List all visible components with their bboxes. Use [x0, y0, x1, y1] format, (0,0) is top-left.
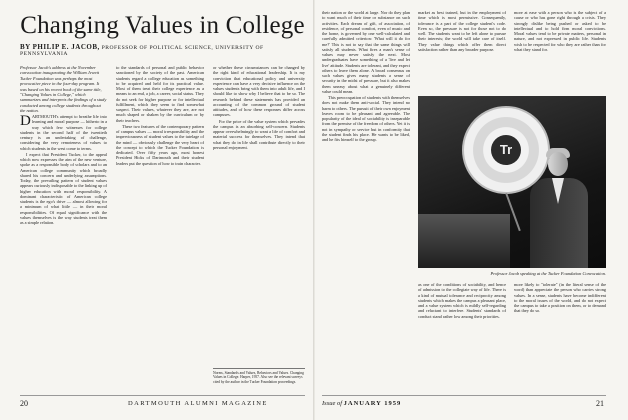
drop-cap: D	[20, 114, 31, 129]
opening-paragraph	[20, 114, 107, 151]
body-paragraph: I expect that President Tucker, to the appeal which now expresses the aim of the new venture, spoke as a responsible body of scholars and to an American college community which broadly shared his concern and underlying assumptions. Today, the prevailing pattern of student values appears curiously indisposable to the linking up of higher education with moral responsibility. A dominant characteristic of American college students is the ego's drive — almost allowing for a minimum of what little — in their moral responsibilities. Of equal significance with the values themselves is the way students treat them as a simple relation.	[20, 151, 107, 225]
body-column-3	[213, 65, 305, 375]
speaker-photo	[418, 96, 606, 268]
body-column-4	[322, 10, 410, 387]
body-column-5-continued	[418, 282, 506, 387]
speaker-figure	[526, 144, 588, 268]
article-title: Changing Values in College	[20, 12, 305, 39]
body-paragraph: or whether these circumstances can be changed by the right kind of educational leadership. It is my conviction that educational policy and university experience can have a very decisive influence on the values students bring with them into adult life, and I should like to show why I believe that to be so. The research behind these statements has provided an accounting of the common ground of student attitudes, and of how these responses differ across campuses.	[213, 65, 305, 118]
magazine-name: DARTMOUTH ALUMNI MAGAZINE	[128, 400, 268, 407]
body-paragraph: market as best trained, but in the employment of time which is most permissive. Consequently, tolerance is a part of the college student's code. Even so, the pressure is not for those not to do well. The students want to be left alone to pursue their interests; the world will take care of itself. They value things which offer them direct satisfaction rather than any broader purpose.	[418, 10, 506, 52]
body-paragraph: These two features of the contemporary pattern of campus values — moral irresponsibility and the imperviousness of student values to the tutelage of the mind — obviously challenge the very heart of the concept to which the Tucker Foundation is dedicated. Over fifty years ago, most honest President Hicks of Dartmouth and their student leaders put the question of how to train character.	[116, 123, 204, 166]
issue-label	[322, 400, 401, 407]
article-intro: Professor Jacob's address at the November convocation inaugurating the William Jewett Tucker Foundation was perhaps the most provocative piece in the four-day program. It was based on his recent book of the same title, "Changing Values in College," which summarizes and interprets the findings of a study conducted among college students throughout the nation.	[20, 65, 107, 114]
lectern	[418, 214, 510, 268]
emblem-mark: Tr	[491, 135, 521, 165]
byline-prefix: BY	[20, 43, 31, 51]
footer-rule-left	[20, 395, 305, 396]
body-paragraph: to the standards of personal and public behavior sanctioned by the society of the past. American students regard a college education as something to be acquired and held for its practical value. Most of them treat their college experience as a means to an end, a job, a career, social status. They do not seek for higher purpose or for intellectual fulfillment, which they seem to find somewhat suspect. Their values, whatever they are, are not much shaped or shaken by the curriculum or by their teachers.	[116, 65, 204, 123]
body-column-2	[116, 65, 204, 375]
issue-prefix: Issue of	[322, 400, 343, 407]
author-name: PHILIP E. JACOB,	[32, 43, 100, 51]
body-column-6-continued	[514, 282, 606, 387]
body-paragraph: more likely to "tolerate" (in the literal sense of the word) than appreciate the person who carries strong values. In a sense, students have become indifferent to the moral issues of the world, and do not expect the campus to take a position on them, or to demand that they do so.	[514, 282, 606, 314]
byline	[20, 43, 305, 57]
page-number-right: 21	[596, 399, 604, 408]
footer-rule-right	[322, 395, 606, 396]
body-column-1	[20, 114, 107, 376]
body-paragraph: For the price of the value system which pervades the campus is an absorbing self-concern. Students appear overwhelmingly to want a life of comfort and material success for themselves. They intend that what they do in life shall contribute directly to their personal enjoyment.	[213, 118, 305, 150]
page-number-left: 20	[20, 399, 28, 408]
photo-caption: Professor Jacob speaking at the Tucker Foundation Convocation.	[490, 271, 606, 276]
opening-text: ARTMOUTH's attempt to breathe life into learning and moral purpose — hitherto in a way which few witnesses for college students in the second half of the twentieth century is an undertaking of challenge, considering the very remoteness of values to which students in the west come to terms.	[20, 114, 107, 151]
body-paragraph: their nation or the world at large. Nor do they plan to want much of their time or substance on such activities. Each dream of gift, of association, of residence, of personal comfort, even of music and the home, is governed by one well-calculated and carefully admitted criterion: 'What will it do for me?' This is not to say that the same things will satisfy all students. What fires a man's sense of values may never satisfy the next. Most undergraduates have something of a 'live and let live' attitude. Students are tolerant, and they expect others to leave them alone. A broad consensus on such values gives many students a sense of security in the midst of pressure, but it also makes them uneasy about what a genuinely different value could mean.	[322, 10, 410, 94]
body-paragraph: more at ease with a person who is the subject of a cause or who has gone right through a crisis. They strongly dislike being pushed or asked to be intellectual and to hold firm moral convictions. Moral values tend to be private matters, personal in nature, and not expressed in public life. Students wish to be respected for who they are rather than for what they stand for.	[514, 10, 606, 52]
body-paragraph: as one of the conditions of sociability, and hence of admission to the collegiate way of life. There is a kind of mutual tolerance and reciprocity among students which makes the campus a pleasant place, and a value system which is mildly self-regarding and reluctant to interfere. Students' standards of conduct stand rather low among their priorities.	[418, 282, 506, 319]
author-role: PROFESSOR OF POLITICAL SCIENCE, UNIVERSITY OF PENNSYLVANIA	[20, 45, 264, 57]
issue-date: JANUARY 1959	[343, 400, 402, 407]
page-gutter	[313, 0, 315, 420]
footnote: Norms, Standards and Values, Behaviors and Values. Changing Values in College. Harper, 1957. Also see the relevant surveys cited by the author in the Tucker Foundation proceedings.	[213, 368, 305, 384]
body-paragraph: This preoccupation of students with themselves does not make them anti-social. They intend no harm to others. The pursuit of their own enjoyment leaves room to be pleasant and agreeable. The popularity of the ideal of sociability is inseparable from the premise of the freedom of others. Yet it is not in sympathy or service but in conformity that the student finds his place. He wants to be liked, and he fits himself to the group.	[322, 95, 410, 142]
